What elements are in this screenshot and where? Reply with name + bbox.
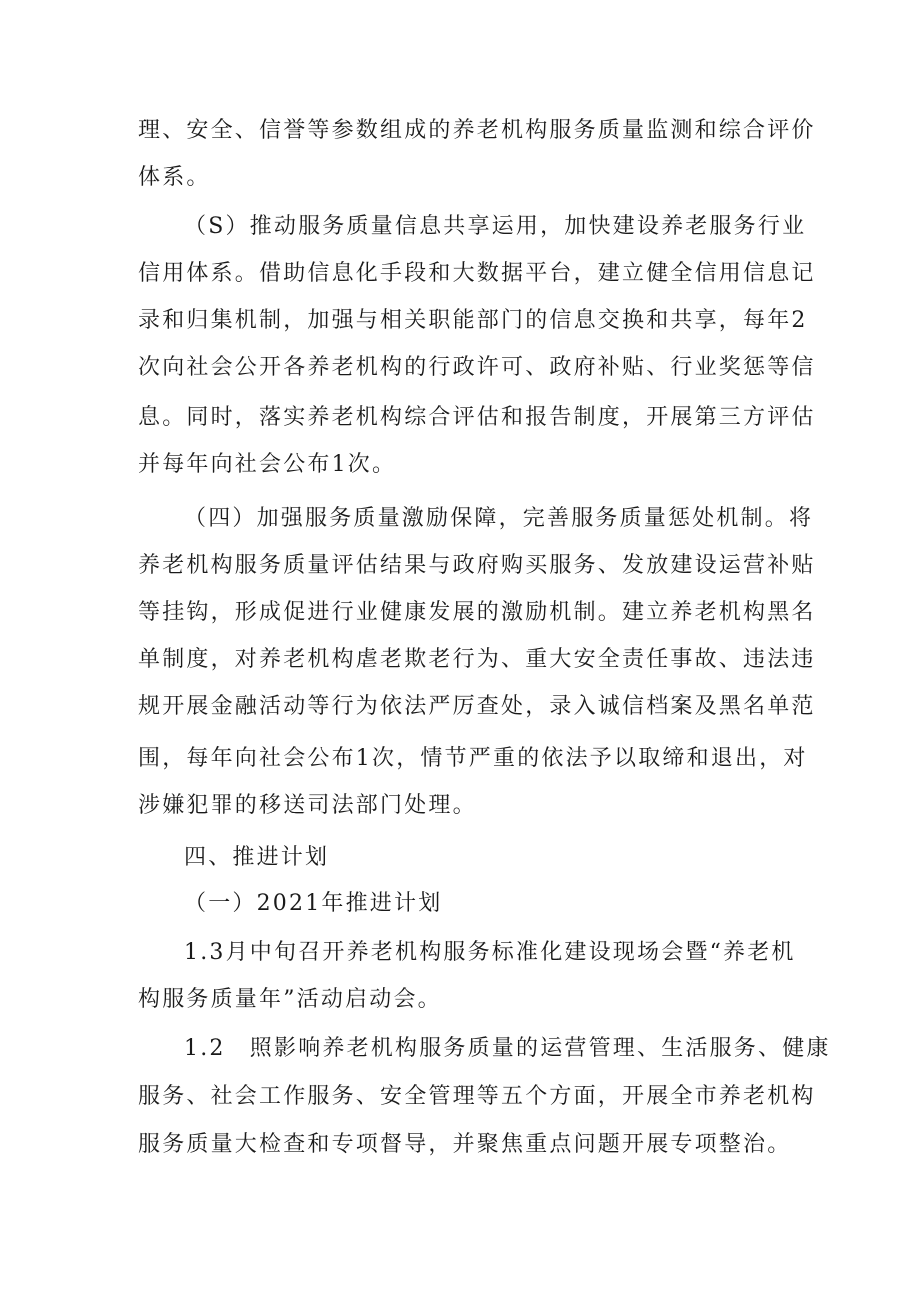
paragraph-line: 1.2 照影响养老机构服务质量的运营管理、生活服务、健康 (184, 1036, 831, 1061)
paragraph-line: 围，每年向社会公布1次，情节严重的依法予以取缔和退出，对 (138, 746, 808, 771)
paragraph-line: 次向社会公开各养老机构的行政许可、政府补贴、行业奖惩等信 (138, 355, 816, 380)
paragraph-line: 服务质量大检查和专项督导，并聚焦重点问题开展专项整治。 (138, 1132, 792, 1157)
subsection-heading: （一）2021年推进计划 (184, 891, 443, 916)
paragraph-line: 构服务质量年”活动启动会。 (138, 987, 442, 1012)
section-heading: 四、推进计划 (184, 845, 330, 870)
paragraph-line: 理、安全、信誉等参数组成的养老机构服务质量监测和综合评价 (138, 118, 816, 143)
paragraph-line: 并每年向社会公布1次。 (138, 452, 397, 477)
paragraph-line: 涉嫌犯罪的移送司法部门处理。 (138, 793, 477, 818)
paragraph-line: （S）推动服务质量信息共享运用，加快建设养老服务行业 (184, 214, 807, 239)
paragraph-line: 体系。 (138, 165, 211, 190)
paragraph-line: 规开展金融活动等行为依法严厉查处，录入诚信档案及黑名单范 (138, 694, 816, 719)
paragraph-line: 等挂钩，形成促进行业健康发展的激励机制。建立养老机构黑名 (138, 600, 816, 625)
paragraph-line: 息。同时，落实养老机构综合评估和报告制度，开展第三方评估 (138, 405, 816, 430)
paragraph-line: 信用体系。借助信息化手段和大数据平台，建立健全信用信息记 (138, 261, 816, 286)
paragraph-line: （四）加强服务质量激励保障，完善服务质量惩处机制。将 (184, 506, 814, 531)
paragraph-line: 服务、社会工作服务、安全管理等五个方面，开展全市养老机构 (138, 1084, 816, 1109)
paragraph-line: 养老机构服务质量评估结果与政府购买服务、发放建设运营补贴 (138, 553, 816, 578)
paragraph-line: 录和归集机制，加强与相关职能部门的信息交换和共享，每年2 (138, 308, 808, 333)
paragraph-line: 1.3月中旬召开养老机构服务标准化建设现场会暨“养老机 (184, 940, 796, 965)
paragraph-line: 单制度，对养老机构虐老欺老行为、重大安全责任事故、违法违 (138, 647, 816, 672)
